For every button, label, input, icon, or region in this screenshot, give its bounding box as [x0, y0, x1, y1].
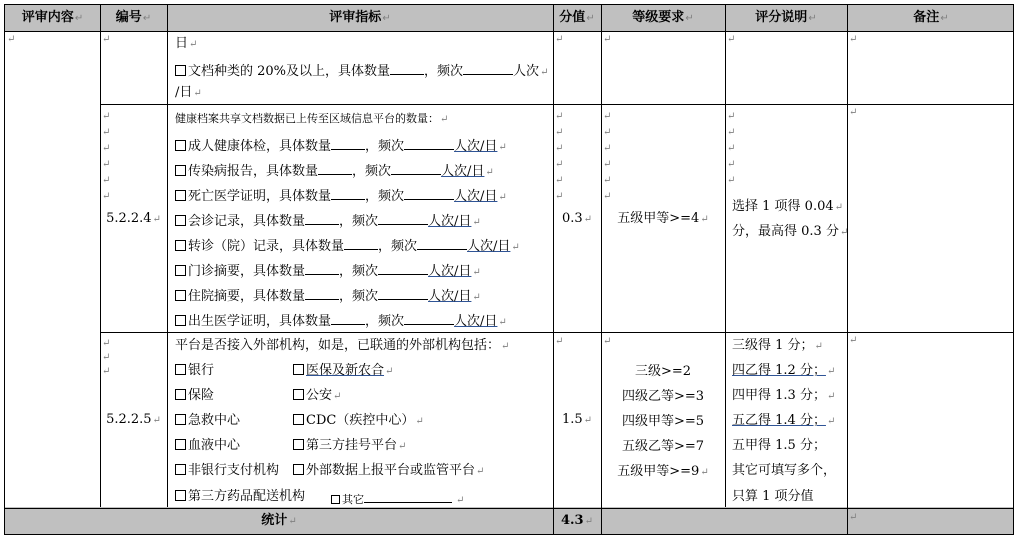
checkbox[interactable] — [175, 215, 186, 226]
para-mark: ↵ — [849, 512, 858, 523]
row-5225-other: 其它 ↵ — [331, 490, 464, 509]
para-mark: ↵ — [555, 34, 564, 45]
row-5225-scoring: 五乙得 1.4 分；↵ — [732, 413, 836, 428]
row-5225-left-item: 非银行支付机构 — [175, 463, 279, 479]
row-5225-left-item: 第三方药品配送机构 — [175, 489, 305, 505]
checkbox[interactable] — [175, 65, 186, 76]
header-scoring: 评分说明↵ — [755, 10, 817, 25]
row-5225-right-item: 外部数据上报平台或监管平台↵ — [293, 463, 484, 480]
checkbox[interactable] — [175, 490, 186, 501]
row-5225-scoring: 五甲得 1.5 分； — [732, 438, 826, 453]
checkbox[interactable] — [175, 240, 186, 251]
checkbox[interactable] — [175, 265, 186, 276]
row-5224-item: 门诊摘要，具体数量 ，频次 人次/日↵ — [175, 262, 481, 281]
para-mark: ↵ — [849, 34, 858, 45]
checkbox[interactable] — [175, 315, 186, 326]
footer-total: 4.3↵ — [560, 513, 593, 528]
row-5225-right-item: 公安↵ — [293, 388, 341, 405]
para-mark: ↵ — [7, 34, 16, 45]
row-5225-right-item: 第三方挂号平台↵ — [293, 438, 406, 455]
row-5225-scoring: 其它可填写多个， — [732, 463, 837, 478]
row-5225-number: 5.2.2.5↵ — [106, 412, 161, 427]
row-5224-scoring-1: 选择 1 项得 0.04↵ — [732, 199, 844, 214]
row-5225-scoring: 三级得 1 分；↵ — [732, 338, 823, 353]
row-5225-intro: 平台是否接入外部机构，如是，已联通的外部机构包括：↵ — [175, 338, 510, 353]
para-marks-col: ↵ ↵ ↵ ↵ ↵ ↵ — [102, 111, 111, 202]
header-score: 分值↵ — [559, 10, 595, 25]
para-mark: ↵ — [603, 34, 612, 45]
checkbox[interactable] — [175, 165, 186, 176]
row-5225-right-item: 医保及新农合↵ — [293, 363, 393, 380]
checkbox[interactable] — [175, 290, 186, 301]
row-5225-left-item: 银行 — [175, 363, 214, 379]
row-5224-intro: 健康档案共享文档数据已上传至区域信息平台的数量：↵ — [175, 112, 449, 125]
header-indicator: 评审指标↵ — [329, 10, 391, 25]
col-divider-2 — [167, 5, 168, 507]
checkbox[interactable] — [175, 190, 186, 201]
row-5225-score: 1.5↵ — [561, 412, 593, 427]
row-5225-right-item: CDC（疾控中心）↵ — [293, 413, 424, 430]
para-marks-col: ↵ ↵ ↵ ↵ ↵ — [727, 111, 736, 186]
row-5224-item: 传染病报告，具体数量 ，频次 人次/日↵ — [175, 162, 494, 181]
para-mark: ↵ — [555, 336, 564, 347]
header-number: 编号↵ — [115, 10, 152, 25]
col-divider-5 — [725, 5, 726, 507]
row-top-unit: /日↵ — [175, 85, 202, 100]
para-marks-col: ↵ ↵ ↵ ↵ ↵ ↵ — [603, 111, 612, 202]
row-5224-item: 住院摘要，具体数量 ，频次 人次/日↵ — [175, 287, 481, 306]
col-divider-3 — [553, 5, 554, 534]
para-mark: ↵ — [102, 34, 111, 45]
row-5224-number: 5.2.2.4↵ — [106, 211, 161, 226]
header-grade: 等级要求↵ — [632, 10, 694, 25]
row-5224-item: 成人健康体检，具体数量 ，频次 人次/日↵ — [175, 137, 507, 156]
checkbox[interactable] — [175, 140, 186, 151]
col-divider-6 — [847, 5, 848, 534]
row-5225-grade: 四级乙等>=3 — [621, 389, 705, 404]
checkbox[interactable] — [331, 495, 340, 504]
row-divider-2 — [100, 332, 1013, 333]
row-5225-scoring: 只算 1 项分值 — [732, 489, 814, 504]
row-5225-left-item: 血液中心 — [175, 438, 240, 454]
para-marks-col: ↵ ↵ ↵ — [102, 338, 111, 377]
para-mark: ↵ — [727, 34, 736, 45]
para-mark: ↵ — [849, 335, 858, 346]
row-5225-scoring: 四乙得 1.2 分；↵ — [732, 363, 836, 378]
header-divider — [5, 31, 1013, 32]
checkbox[interactable] — [293, 464, 304, 475]
checkbox[interactable] — [175, 439, 186, 450]
row-5224-scoring-2: 分，最高得 0.3 分↵ — [732, 224, 849, 239]
row-top-item: 文档种类的 20%及以上，具体数量 ，频次 人次↵ — [175, 62, 548, 81]
para-mark: ↵ — [849, 107, 858, 118]
checkbox[interactable] — [293, 414, 304, 425]
header-content: 评审内容↵ — [21, 10, 84, 25]
row-5224-item: 会诊记录，具体数量 ，频次 人次/日↵ — [175, 212, 481, 231]
row-5225-scoring: 四甲得 1.3 分；↵ — [732, 388, 836, 403]
checkbox[interactable] — [293, 364, 304, 375]
para-mark: ↵ — [603, 336, 612, 347]
row-5224-item: 死亡医学证明，具体数量 ，频次 人次/日↵ — [175, 187, 507, 206]
header-remarks: 备注↵ — [913, 10, 949, 25]
checkbox[interactable] — [293, 389, 304, 400]
col-divider-1 — [100, 5, 101, 507]
row-5225-grade: 三级>=2 — [634, 364, 692, 379]
row-5224-item: 出生医学证明，具体数量 ，频次 人次/日↵ — [175, 312, 507, 331]
row-5225-left-item: 急救中心 — [175, 413, 240, 429]
footer-label: 统计↵ — [261, 513, 297, 528]
row-top-line1: 日↵ — [175, 36, 198, 51]
footer-divider — [5, 508, 1013, 509]
row-5225-grade: 五级甲等>=9↵ — [617, 464, 709, 479]
row-5225-grade: 五级乙等>=7 — [621, 439, 705, 454]
para-marks-col: ↵ ↵ ↵ ↵ ↵ ↵ — [555, 111, 564, 202]
checkbox[interactable] — [175, 414, 186, 425]
row-5224-grade: 五级甲等>=4↵ — [617, 211, 709, 226]
checkbox[interactable] — [175, 389, 186, 400]
row-5224-score: 0.3↵ — [561, 211, 593, 226]
row-5225-grade: 四级甲等>=5 — [621, 414, 705, 429]
evaluation-table — [4, 4, 1014, 535]
checkbox[interactable] — [175, 464, 186, 475]
row-5224-item: 转诊（院）记录，具体数量 ，频次 人次/日↵ — [175, 237, 520, 256]
row-5225-left-item: 保险 — [175, 388, 214, 404]
checkbox[interactable] — [293, 439, 304, 450]
checkbox[interactable] — [175, 364, 186, 375]
row-divider-1 — [100, 104, 1013, 105]
